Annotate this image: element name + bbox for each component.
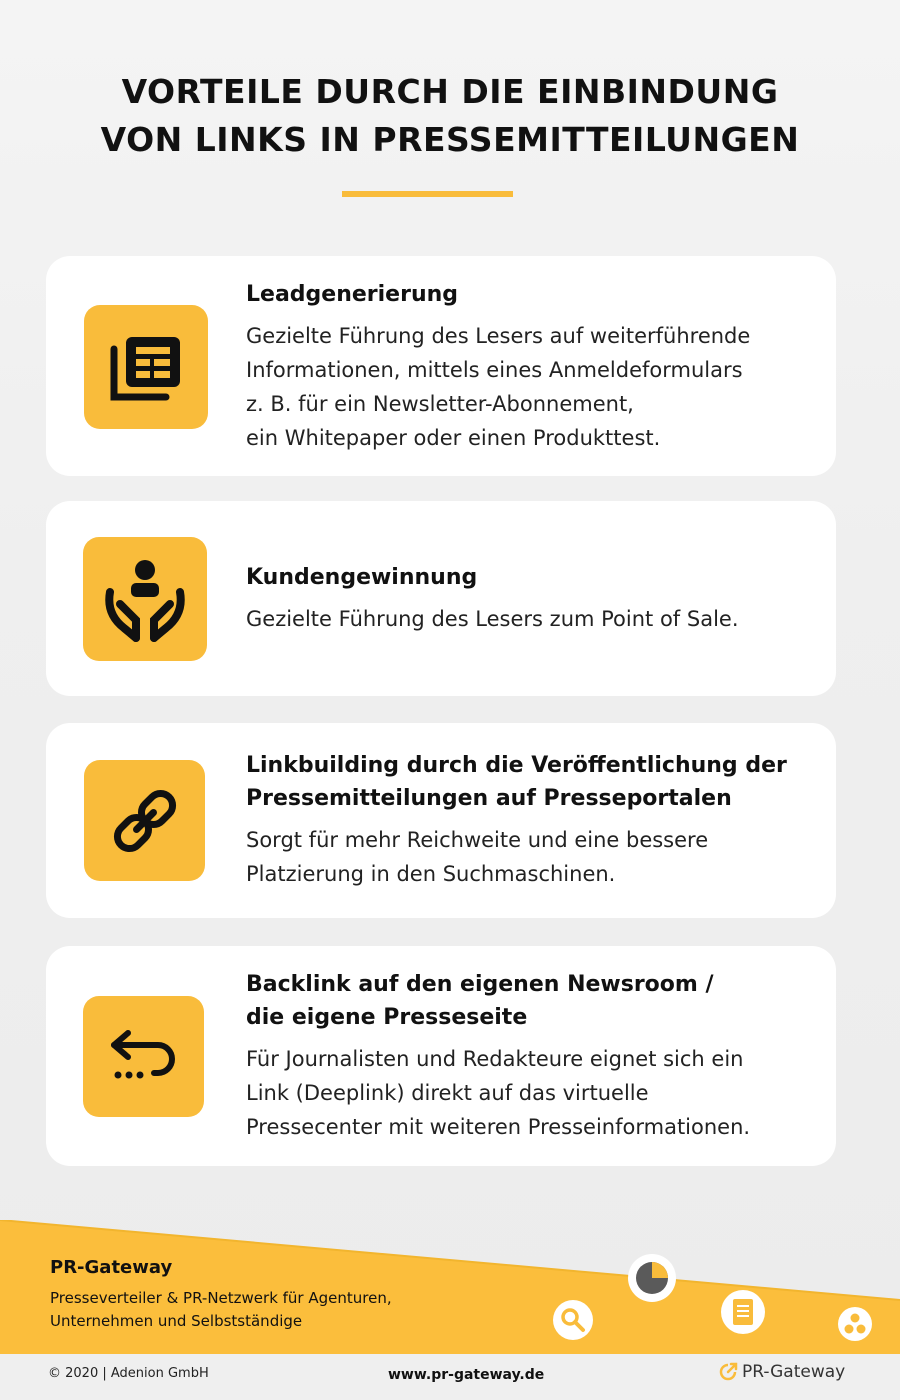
card-text: [246, 278, 796, 455]
title-underline: [342, 191, 513, 197]
title-line-2: VON LINKS IN PRESSEMITTEILUNGEN: [100, 120, 800, 159]
card-body: Gezielte Führung des Lesers zum Point of Sale.: [246, 607, 739, 631]
pie-chart-icon: [628, 1254, 676, 1302]
card-text: [246, 561, 796, 636]
chain-link-icon: [84, 760, 205, 881]
card-body: Sorgt für mehr Reichweite und eine bessere Platzierung in den Suchmaschinen.: [246, 828, 709, 886]
logo-icon: [718, 1362, 738, 1382]
card-body: Für Journalisten und Redakteure eignet sich ein Link (Deeplink) direkt auf das virtuelle Pressecenter mit weiteren Presseinformationen.: [246, 1047, 751, 1139]
copyright: © 2020 | Adenion GmbH: [48, 1366, 209, 1381]
hands-person-icon: [83, 537, 207, 661]
footer-tagline: Presseverteiler & PR-Netzwerk für Agenturen, Unternehmen und Selbstständige: [50, 1289, 392, 1330]
card-text: [246, 749, 796, 891]
card-backlink: [46, 946, 836, 1166]
website-link[interactable]: www.pr-gateway.de: [388, 1367, 545, 1383]
document-icon: [721, 1290, 765, 1334]
card-title: Backlink auf den eigenen Newsroom / die eigene Presseseite: [246, 972, 714, 1030]
logo-text: PR-Gateway: [742, 1362, 846, 1382]
card-linkbuilding: [46, 723, 836, 918]
share-icon: [838, 1307, 872, 1341]
return-arrow-icon: [83, 996, 204, 1117]
card-text: [246, 968, 796, 1144]
search-icon: [553, 1300, 593, 1340]
newsletter-icon: [84, 305, 208, 429]
page-title: [0, 68, 900, 164]
footer-brand: PR-Gateway: [50, 1257, 173, 1278]
card-title: Linkbuilding durch die Veröffentlichung der Pressemitteilungen auf Presseportalen: [246, 753, 787, 811]
card-leadgenerierung: [46, 256, 836, 476]
card-title: Kundengewinnung: [246, 565, 478, 590]
card-title: Leadgenerierung: [246, 282, 459, 307]
title-line-1: VORTEILE DURCH DIE EINBINDUNG: [121, 72, 779, 111]
card-body: Gezielte Führung des Lesers auf weiterführende Informationen, mittels eines Anmeldeformulars z. B. für ein Newsletter-Abonnement, ein Whitepaper oder einen Produkttest.: [246, 324, 751, 450]
pr-gateway-logo: [718, 1362, 845, 1382]
card-kundengewinnung: [46, 501, 836, 696]
